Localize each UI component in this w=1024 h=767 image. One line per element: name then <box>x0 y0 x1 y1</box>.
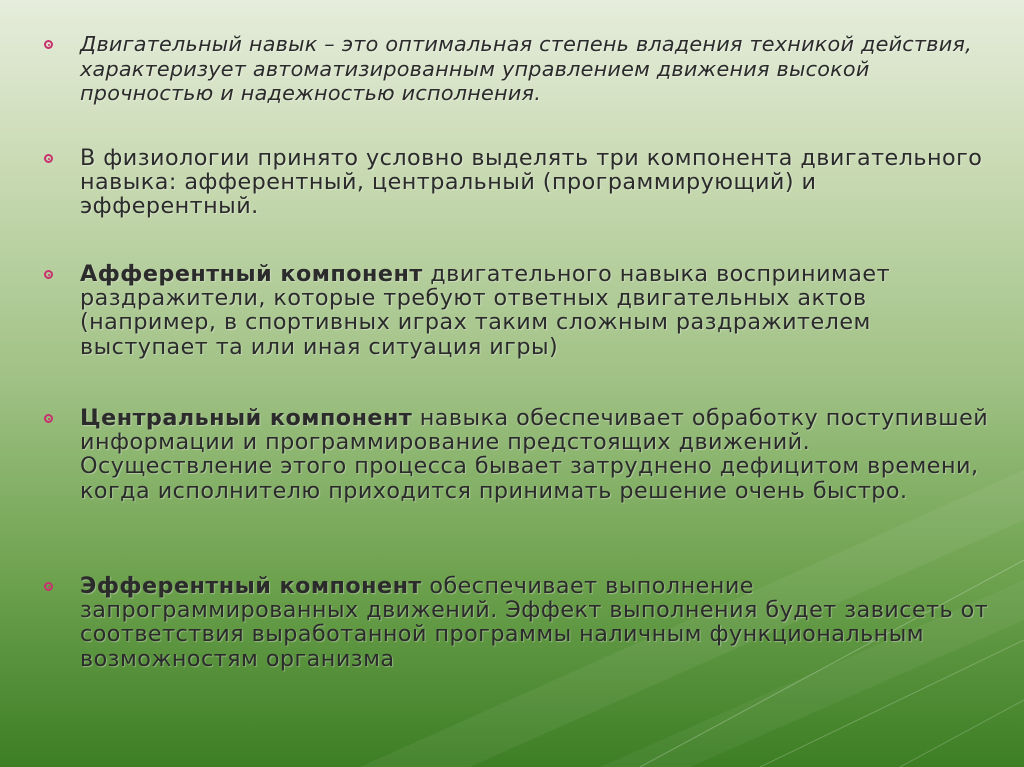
bullet-body: В физиологии принято условно выделять три компонента двигательного навыка: афферентный, центральный (программирующий) и эфферентный. <box>80 145 983 220</box>
circle-bullet-icon <box>44 414 53 423</box>
circle-bullet-icon <box>44 270 53 279</box>
circle-bullet-icon <box>44 154 53 163</box>
bullet-item <box>44 262 994 359</box>
bullet-bold-lead: Афферентный компонент <box>80 261 423 287</box>
bullet-bold-lead: Эфферентный компонент <box>80 573 422 599</box>
circle-bullet-icon <box>44 582 53 591</box>
bullet-body: обеспечивает выполнение запрограммированных движений. Эффект выполнения будет зависеть от соответствия выработанной программы наличным функциональным возможностям организма <box>80 573 989 672</box>
bullet-text <box>80 406 994 503</box>
bullet-text <box>80 146 994 219</box>
bullet-item <box>44 406 994 503</box>
bullet-item <box>44 146 994 219</box>
bullet-body: двигательного навыка воспринимает раздражители, которые требуют ответных двигательных актов (например, в спортивных играх таким сложным раздражителем выступает та или иная ситуация игры) <box>80 261 891 360</box>
bullet-text <box>80 574 994 671</box>
bullet-body: навыка обеспечивает обработку поступившей информации и программирование предстоящих движений. Осуществление этого процесса бывает затруднено дефицитом времени, когда исполнителю приходится принимать решение очень быстро. <box>80 405 989 504</box>
bullet-bold-lead: Центральный компонент <box>80 405 413 431</box>
bullet-text <box>80 262 994 359</box>
bullet-text <box>80 32 994 106</box>
bullet-item <box>44 32 994 106</box>
bullet-item <box>44 574 994 671</box>
circle-bullet-icon <box>44 40 53 49</box>
bullet-body: Двигательный навык – это оптимальная степень владения техникой действия, характеризует автоматизированным управлением движения высокой прочностью и надежностью исполнения. <box>80 32 972 105</box>
